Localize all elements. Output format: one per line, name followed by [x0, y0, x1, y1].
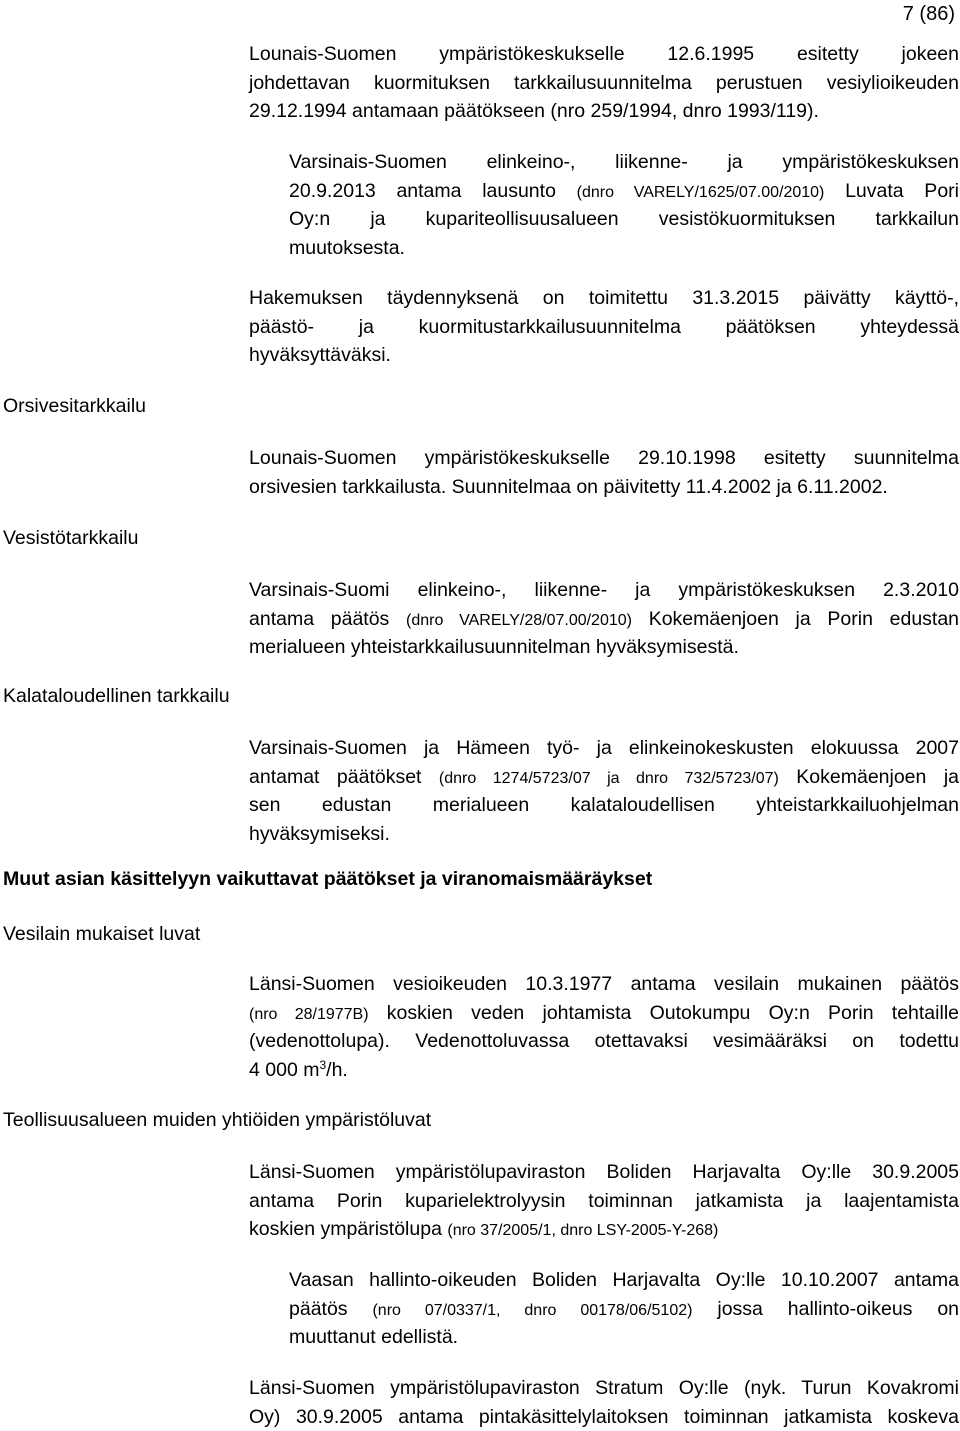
text-span: jossa hallinto-oikeus on	[717, 1298, 959, 1320]
side-label-orsivesitarkkailu: Orsivesitarkkailu	[3, 392, 146, 421]
reference-number: (nro 37/2005/1, dnro LSY-2005-Y-268)	[447, 1222, 718, 1239]
page-number: 7 (86)	[903, 3, 955, 26]
paragraph-orsivesi-suunnitelma	[249, 444, 959, 501]
text-span: koskien ympäristölupa	[249, 1218, 442, 1240]
text-span: Kokemäenjoen ja	[796, 766, 959, 788]
paragraph-taydennys-2015	[249, 284, 959, 370]
text-line: Lounais-Suomen ympäristökeskukselle 29.10.1998 esitetty suunnitelma	[249, 444, 959, 473]
text-span: 20.9.2013 antama lausunto	[289, 180, 556, 202]
text-line: 29.12.1994 antamaan päätökseen (nro 259/1994, dnro 1993/119).	[249, 97, 959, 126]
side-label-vesilaki: Vesilain mukaiset luvat	[3, 920, 200, 949]
text-span: päätös	[289, 1298, 348, 1320]
paragraph-kalatalous-2007	[249, 734, 959, 848]
text-line: hyväksymiseksi.	[249, 820, 959, 849]
text-line	[249, 999, 959, 1028]
text-line: Lounais-Suomen ympäristökeskukselle 12.6.1995 esitetty jokeen	[249, 40, 959, 69]
side-label-kalataloudellinen: Kalataloudellinen tarkkailu	[3, 682, 230, 711]
reference-number: (nro 07/0337/1, dnro 00178/06/5102)	[372, 1302, 692, 1319]
text-span: Kokemäenjoen ja Porin edustan	[649, 608, 959, 630]
text-line	[249, 1215, 959, 1244]
reference-number: (dnro 1274/5723/07 ja dnro 732/5723/07)	[439, 770, 779, 787]
side-label-vesistotarkkailu: Vesistötarkkailu	[3, 524, 138, 553]
paragraph-ymparistolupa-2005	[249, 1158, 959, 1244]
reference-number: (dnro VARELY/28/07.00/2010)	[406, 612, 632, 629]
text-line: orsivesien tarkkailusta. Suunnitelmaa on päivitetty 11.4.2002 ja 6.11.2002.	[249, 473, 959, 502]
text-line: Oy) 30.9.2005 antama pintakäsittelylaitoksen toiminnan jatkamista koskeva	[249, 1403, 959, 1431]
text-span: antamat päätökset	[249, 766, 421, 788]
text-line: muutoksesta.	[289, 234, 959, 263]
text-line: Varsinais-Suomen elinkeino-, liikenne- ja ympäristökeskuksen	[289, 148, 959, 177]
text-line: johdettavan kuormituksen tarkkailusuunnitelma perustuen vesiylioikeuden	[249, 69, 959, 98]
text-line: merialueen yhteistarkkailusuunnitelman hyväksymisestä.	[249, 633, 959, 662]
paragraph-lausunto-2013	[289, 148, 959, 262]
text-line: Länsi-Suomen ympäristölupaviraston Boliden Harjavalta Oy:lle 30.9.2005	[249, 1158, 959, 1187]
text-line	[289, 1295, 959, 1324]
text-span: /h.	[326, 1059, 348, 1081]
text-line: antama Porin kuparielektrolyysin toiminnan jatkamista ja laajentamista	[249, 1187, 959, 1216]
text-line	[249, 763, 959, 792]
paragraph-hallinto-oikeus-2007	[289, 1266, 959, 1352]
superscript: 3	[319, 1058, 326, 1072]
text-line: muuttanut edellistä.	[289, 1323, 959, 1352]
text-line: Varsinais-Suomen ja Hämeen työ- ja elinkeinokeskusten elokuussa 2007	[249, 734, 959, 763]
paragraph-tarkkailusuunnitelma-1995	[249, 40, 959, 126]
text-line: päästö- ja kuormitustarkkailusuunnitelma päätöksen yhteydessä	[249, 313, 959, 342]
text-line	[289, 177, 959, 206]
paragraph-yhteistarkkailu-2010	[249, 576, 959, 662]
section-heading: Muut asian käsittelyyn vaikuttavat päätökset ja viranomaismääräykset	[3, 868, 652, 891]
text-line: Hakemuksen täydennyksenä on toimitettu 31.3.2015 päivätty käyttö-,	[249, 284, 959, 313]
text-line: Varsinais-Suomi elinkeino-, liikenne- ja ympäristökeskuksen 2.3.2010	[249, 576, 959, 605]
reference-number: (nro 28/1977B)	[249, 1006, 369, 1023]
text-line: sen edustan merialueen kalataloudellisen yhteistarkkailuohjelman	[249, 791, 959, 820]
reference-number: (dnro VARELY/1625/07.00/2010)	[577, 184, 825, 201]
text-line: Oy:n ja kupariteollisuusalueen vesistökuormituksen tarkkailun	[289, 205, 959, 234]
text-span: Luvata Pori	[845, 180, 959, 202]
text-line: Länsi-Suomen vesioikeuden 10.3.1977 antama vesilain mukainen päätös	[249, 970, 959, 999]
text-line: Länsi-Suomen ympäristölupaviraston Stratum Oy:lle (nyk. Turun Kovakromi	[249, 1374, 959, 1403]
text-span: koskien veden johtamista Outokumpu Oy:n Porin tehtaille	[387, 1002, 959, 1024]
paragraph-vesioikeus-1977	[249, 970, 959, 1084]
text-span: antama päätös	[249, 608, 389, 630]
text-line: (vedenottolupa). Vedenottoluvassa otettavaksi vesimääräksi on todettu	[249, 1027, 959, 1056]
paragraph-stratum-2005	[249, 1374, 959, 1431]
text-line: hyväksyttäväksi.	[249, 341, 959, 370]
text-line: Vaasan hallinto-oikeuden Boliden Harjavalta Oy:lle 10.10.2007 antama	[289, 1266, 959, 1295]
text-line	[249, 1056, 959, 1085]
side-label-teollisuusalue: Teollisuusalueen muiden yhtiöiden ympäristöluvat	[3, 1106, 431, 1135]
text-line	[249, 605, 959, 634]
text-span: 4 000 m	[249, 1059, 319, 1081]
